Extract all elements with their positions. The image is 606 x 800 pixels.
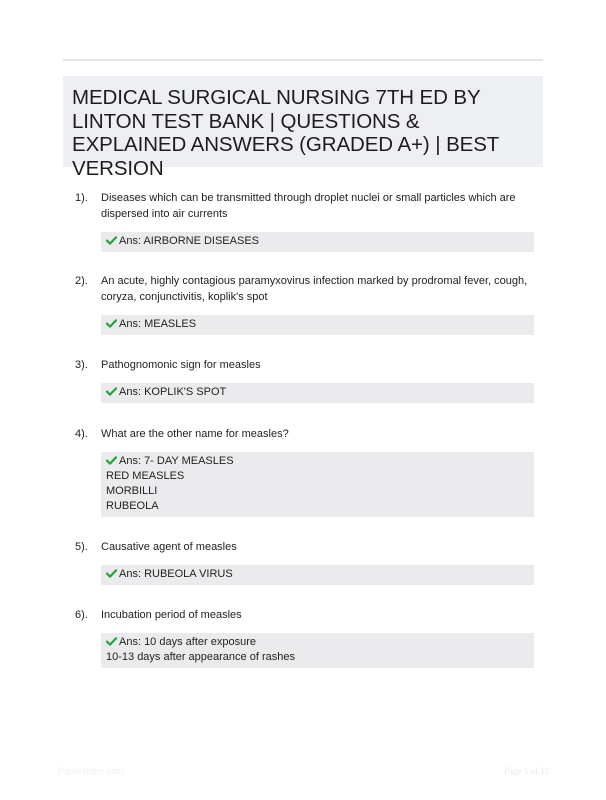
title-banner — [63, 76, 543, 180]
check-icon — [106, 319, 117, 328]
question-number: 3). — [75, 359, 88, 371]
question-block-2 — [63, 273, 543, 335]
document-title: MEDICAL SURGICAL NURSING 7TH ED BY LINTON TEST BANK | QUESTIONS & EXPLAINED ANSWERS (GRADED A+) | BEST VERSION — [72, 86, 499, 180]
question-text: An acute, highly contagious paramyxovirus infection marked by prodromal fever, cough, coryza, conjunctivitis, koplik's spot — [101, 275, 528, 303]
question-row — [63, 539, 543, 555]
answer-box — [101, 633, 534, 668]
answer-line — [106, 567, 529, 582]
question-text: Causative agent of measles — [101, 541, 237, 553]
question-row — [63, 607, 543, 623]
top-divider — [63, 59, 543, 61]
question-block-5 — [63, 539, 543, 585]
check-icon — [106, 569, 117, 578]
answer-box — [101, 383, 534, 403]
answer-line — [106, 385, 529, 400]
question-number: 6). — [75, 609, 88, 621]
answer-line — [106, 454, 529, 469]
answer-line — [106, 317, 529, 332]
question-block-3 — [63, 357, 543, 403]
answer-text: Ans: MEASLES — [119, 318, 197, 330]
answer-text: Ans: RUBEOLA VIRUS — [119, 568, 233, 580]
answer-line: MORBILLI — [106, 485, 158, 497]
check-icon — [106, 456, 117, 465]
footer-watermark: Paperstube.com — [58, 766, 124, 776]
check-icon — [106, 387, 117, 396]
question-text: What are the other name for measles? — [101, 428, 289, 440]
question-block-1 — [63, 190, 543, 252]
check-icon — [106, 236, 117, 245]
question-row — [63, 273, 543, 305]
question-number: 5). — [75, 541, 88, 553]
answer-line — [106, 635, 529, 650]
question-text: Diseases which can be transmitted through droplet nuclei or small particles which are dispersed into air currents — [101, 192, 516, 220]
question-block-4 — [63, 426, 543, 517]
check-icon — [106, 637, 117, 646]
question-number: 2). — [75, 275, 88, 287]
page-number: Page 1 of 11 — [504, 766, 549, 776]
question-row — [63, 190, 543, 222]
question-row — [63, 426, 543, 442]
question-text: Pathognomonic sign for measles — [101, 359, 261, 371]
answer-line — [106, 234, 529, 249]
question-row — [63, 357, 543, 373]
answer-box — [101, 315, 534, 335]
answer-box — [101, 452, 534, 517]
answer-box — [101, 565, 534, 585]
answer-text: Ans: AIRBORNE DISEASES — [119, 235, 259, 247]
answer-line: 10-13 days after appearance of rashes — [106, 651, 295, 663]
answer-line: RUBEOLA — [106, 500, 159, 512]
answer-text: Ans: KOPLIK'S SPOT — [119, 386, 227, 398]
question-text: Incubation period of measles — [101, 609, 242, 621]
question-number: 4). — [75, 428, 88, 440]
answer-box — [101, 232, 534, 252]
answer-line: RED MEASLES — [106, 470, 185, 482]
answer-text: Ans: 7- DAY MEASLES — [119, 455, 234, 467]
question-number: 1). — [75, 192, 88, 204]
question-block-6 — [63, 607, 543, 668]
answer-text: Ans: 10 days after exposure — [119, 636, 256, 648]
